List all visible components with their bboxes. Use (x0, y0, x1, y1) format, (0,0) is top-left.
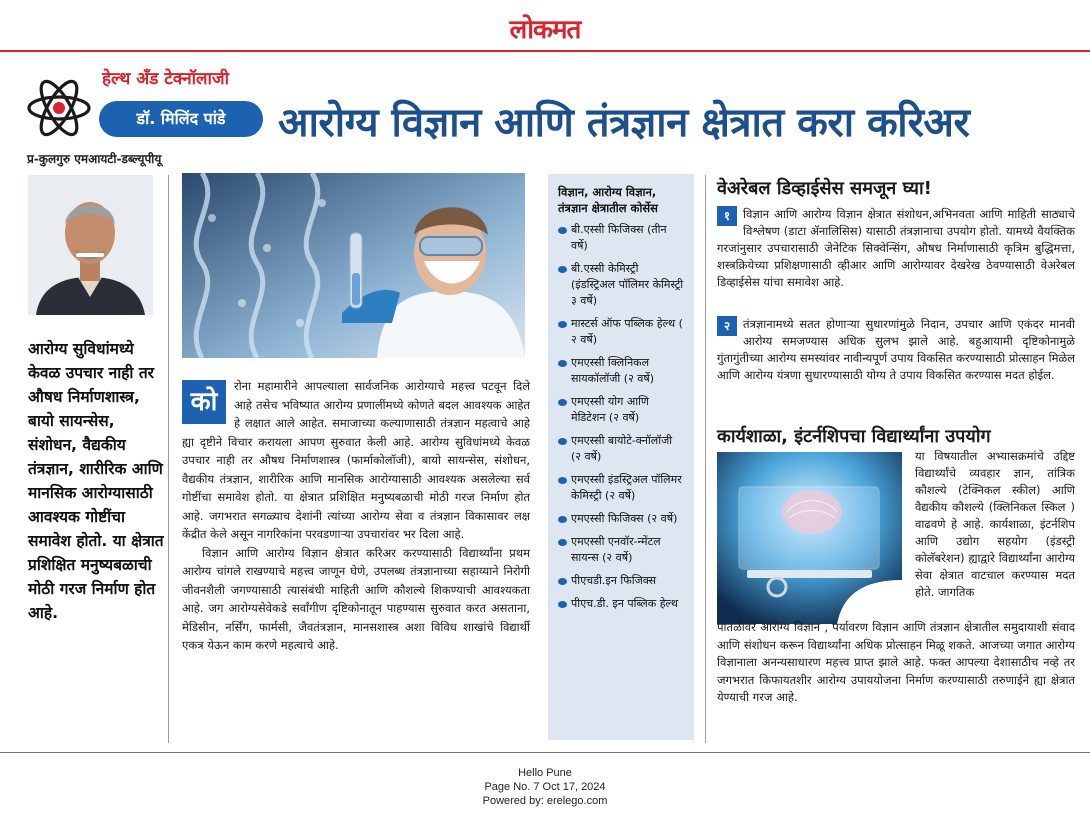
pull-quote: आरोग्य सुविधांमध्ये केवळ उपचार नाही तर औषध निर्माणशास्त्र, बायो सायन्सेस, संशोधन, वैद्यकीय तंत्रज्ञान, शारीरिक आणि मानसिक आरोग्यासाठी आवश्यक गोष्टींचा समावेश होतो. या क्षेत्रात प्रशिक्षित मनुष्यबळाची मोठी गरज निर्माण होत आहे. (28, 340, 164, 622)
workshops-wrap-text: या विषयातील अभ्यासक्रमांचे उद्दिष्ट विद्यार्थ्यांचे व्यवहार ज्ञान, तांत्रिक कौशल्ये (टेक्निकल स्कील) आणि वैद्यकीय कौशल्ये (क्लिनिकल स्किल ) वाढवणे हे आहे. कार्यशाळा, इंटर्नशिप आणि उद्योग सहयोग (इंडस्ट्री कोलॅबरेशन) ह्याद्वारे विद्यार्थ्यांना आरोग्य सेवा क्षेत्रात वाटचाल करण्यास मदत होते. जागतिक (915, 449, 1075, 599)
number-badge: २ (717, 316, 737, 336)
page-footer (0, 766, 1090, 808)
article-paragraph: विज्ञान आणि आरोग्य विज्ञान क्षेत्रात करिअर करण्यासाठी विद्यार्थ्यांना प्रथम आरोग्य चांगले राखण्याचे महत्त्व जाणून घेणे, उपलब्ध तंत्रज्ञानाच्या सहाय्याने निरोगी जीवनशैली जगण्यासाठी त्यासंबंधी माहिती आणि कौशल्ये शिकण्याची आवश्यकता आहे. जग आरोग्यसेवेकडे सर्वांगीण दृष्टिकोनातून पाहण्यास सुरुवात करत असताना, मेडिसीन, नर्सिंग, फार्मसी, जैवतंत्रज्ञान, मानसशास्त्र अशा विविध शाखांचे विद्यार्थी एकत्र येऊन काम करणे महत्वाचे आहे. (182, 545, 530, 652)
author-name: डॉ. मिलिंद पांडे (99, 101, 263, 137)
bullet-dot-icon (558, 516, 567, 523)
bullet-dot-icon (558, 360, 567, 367)
edition-name: Hello Pune (518, 767, 572, 779)
wearables-heading: वेअरेबल डिव्हाईसेस समजून घ्या! (717, 178, 932, 199)
medical-tech-photo (717, 452, 902, 624)
course-item: पीएचडी.इन फिजिक्स (558, 573, 684, 589)
workshops-heading: कार्यशाळा, इंटर्नशिपचा विद्यार्थ्यांना उपयोग (717, 426, 991, 447)
lab-photo (182, 173, 525, 358)
course-item: एमएस्सी इंडस्ट्रिअल पॉलिमर केमिस्ट्री (२ वर्षे) (558, 472, 684, 504)
courses-sidebar (548, 174, 694, 740)
bullet-dot-icon (558, 477, 567, 484)
column-divider (705, 175, 706, 743)
course-item: एमएस्सी फिजिक्स (२ वर्षे) (558, 511, 684, 527)
drop-cap: को (182, 380, 226, 424)
portrait-illustration (28, 175, 153, 315)
article-body (182, 377, 530, 655)
article-paragraph: रोना महामारीने आपल्याला सार्वजनिक आरोग्याचे महत्त्व पटवून दिले आहे तसेच भविष्यात आरोग्य प्रणालींमध्ये कोणते बदल आवश्यक आहेत हे लक्षात आले आहेत. समाजाच्या कल्याणासाठी तंत्रज्ञान महत्वाचे आहे ह्या दृष्टीने विचार करायला आपण सुरुवात केली आहे. आरोग्य सुविधांमध्ये केवळ उपचार नाही तर औषध निर्माणशास्त्र (फार्माकोलॉजी), बायो सायन्सेस, संशोधन, वैद्यकीय तंत्रज्ञान, शारीरिक आणि मानसिक आरोग्यासाठी आवश्यक असलेल्या सर्व गोष्टींचा समावेश होतो. या क्षेत्रात प्रशिक्षित मनुष्यबळाची मोठी गरज निर्माण होत आहे. जगभरात सगळ्याच देशांनी त्यांच्या आरोग्य सेवा व तंत्रज्ञान विकासावर लक्ष केंद्रीत केले असून नागरिकांना परवडणाऱ्या उपचारांवर भर दिला आहे. (182, 379, 530, 541)
author-portrait (28, 175, 153, 315)
course-item: बी.एस्सी फिजिक्स (तीन वर्षे) (558, 222, 684, 254)
course-item: बी.एस्सी केमिस्ट्री (इंडस्ट्रिअल पॉलिमर केमिस्ट्री ३ वर्षे) (558, 261, 684, 309)
lab-illustration (182, 173, 525, 358)
number-badge: १ (717, 206, 737, 226)
course-item: एमएस्सी क्लिनिकल सायकॉलॉजी (२ वर्षे) (558, 355, 684, 387)
bullet-dot-icon (558, 399, 567, 406)
bullet-dot-icon (558, 539, 567, 546)
powered-by: Powered by: erelego.com (482, 795, 608, 807)
course-item: मास्टर्स ऑफ पब्लिक हेल्थ ( २ वर्षे) (558, 316, 684, 348)
course-item: एमएस्सी योग आणि मेडिटेशन (२ वर्षे) (558, 394, 684, 426)
course-item: एमएस्सी बायोटे-क्नॉलॉजी (२ वर्षे) (558, 433, 684, 465)
atom-icon (26, 72, 92, 144)
column-kicker: हेल्थ अँड टेक्नॉलाजी (102, 69, 229, 89)
course-item: पीएच.डी. इन पब्लिक हेल्थ (558, 596, 684, 612)
masthead-rule (0, 50, 1090, 52)
workshops-full-text: पातळीवर आरोग्य विज्ञान , पर्यावरण विज्ञान आणि तंत्रज्ञान क्षेत्रातील समुदायाशी संवाद आणि संशोधन करून विद्यार्थ्यांना अधिक प्रोत्साहन मिळू शकते. आजच्या जगात आरोग्य विज्ञानाला अनन्यसाधारण महत्त्व प्राप्त झाले आहे. फक्त आपल्या देशासाठीच नव्हे तर जगभरात किफायतशीर आरोग्य उपाययोजना निर्माण करण्यासाठी तरुणाईने ह्या क्षेत्रात येण्याची गरज आहे. (717, 620, 1075, 704)
sidebar-title: विज्ञान, आरोग्य विज्ञान, तंत्रज्ञान क्षेत्रातील कोर्सेस (558, 185, 658, 215)
wearables-point-1: १ विज्ञान आणि आरोग्य विज्ञान क्षेत्रात संशोधन,अभिनवता आणि माहिती साठ्याचे विश्लेषण (डाटा ॲनालिसिस) यासाठी तंत्रज्ञानाचा उपयोग होतो. यामध्ये वैयक्तिक गरजांनुसार उपचारासाठी जेनेटिक सिक्वेन्सिंग, औषध निर्माणासाठी कृत्रिम बुद्धिमत्ता, शस्त्रक्रियेच्या प्रशिक्षणासाठी व्हीआर आणि आरोग्यावर देखरेख ठेवण्यासाठी वेअरेबल डिव्हाईसेस यांचा समावेश आहे. (717, 207, 1075, 289)
bullet-dot-icon (558, 578, 567, 585)
wearables-point-2: २ तंत्रज्ञानामध्ये सतत होणाऱ्या सुधारणांमुळे निदान, उपचार आणि एकंदर मानवी आरोग्य समजण्यास अधिक सुलभ झाले आहे. बहुआयामी दृष्टिकोनामुळे गुंतागुंतीच्या आरोग्य समस्यांवर नावीन्यपूर्ण उपाय विकसित करण्यासाठी प्रोत्साहन मिळेल आणि आरोग्य यंत्रणा सुधारण्यासाठी योग्य ते उपाय विकसित करण्यास मदत होईल. (717, 317, 1075, 382)
page-info: Page No. 7 Oct 17, 2024 (484, 781, 606, 793)
masthead (0, 0, 1090, 52)
bullet-dot-icon (558, 438, 567, 445)
bullet-dot-icon (558, 601, 567, 608)
author-designation: प्र-कुलगुरु एमआयटी-डब्ल्यूपीयू (27, 152, 162, 166)
course-item: एमएस्सी एनवॉर-न्मेंटल सायन्स (२ वर्षे) (558, 534, 684, 566)
headline: आरोग्य विज्ञान आणि तंत्रज्ञान क्षेत्रात करा करिअर (278, 100, 970, 146)
newspaper-logo: लोकमत (509, 15, 581, 45)
column-divider (168, 175, 169, 743)
footer-rule (0, 752, 1090, 753)
bullet-dot-icon (558, 321, 567, 328)
bullet-dot-icon (558, 227, 567, 234)
bullet-dot-icon (558, 266, 567, 273)
tech-illustration (717, 452, 902, 624)
